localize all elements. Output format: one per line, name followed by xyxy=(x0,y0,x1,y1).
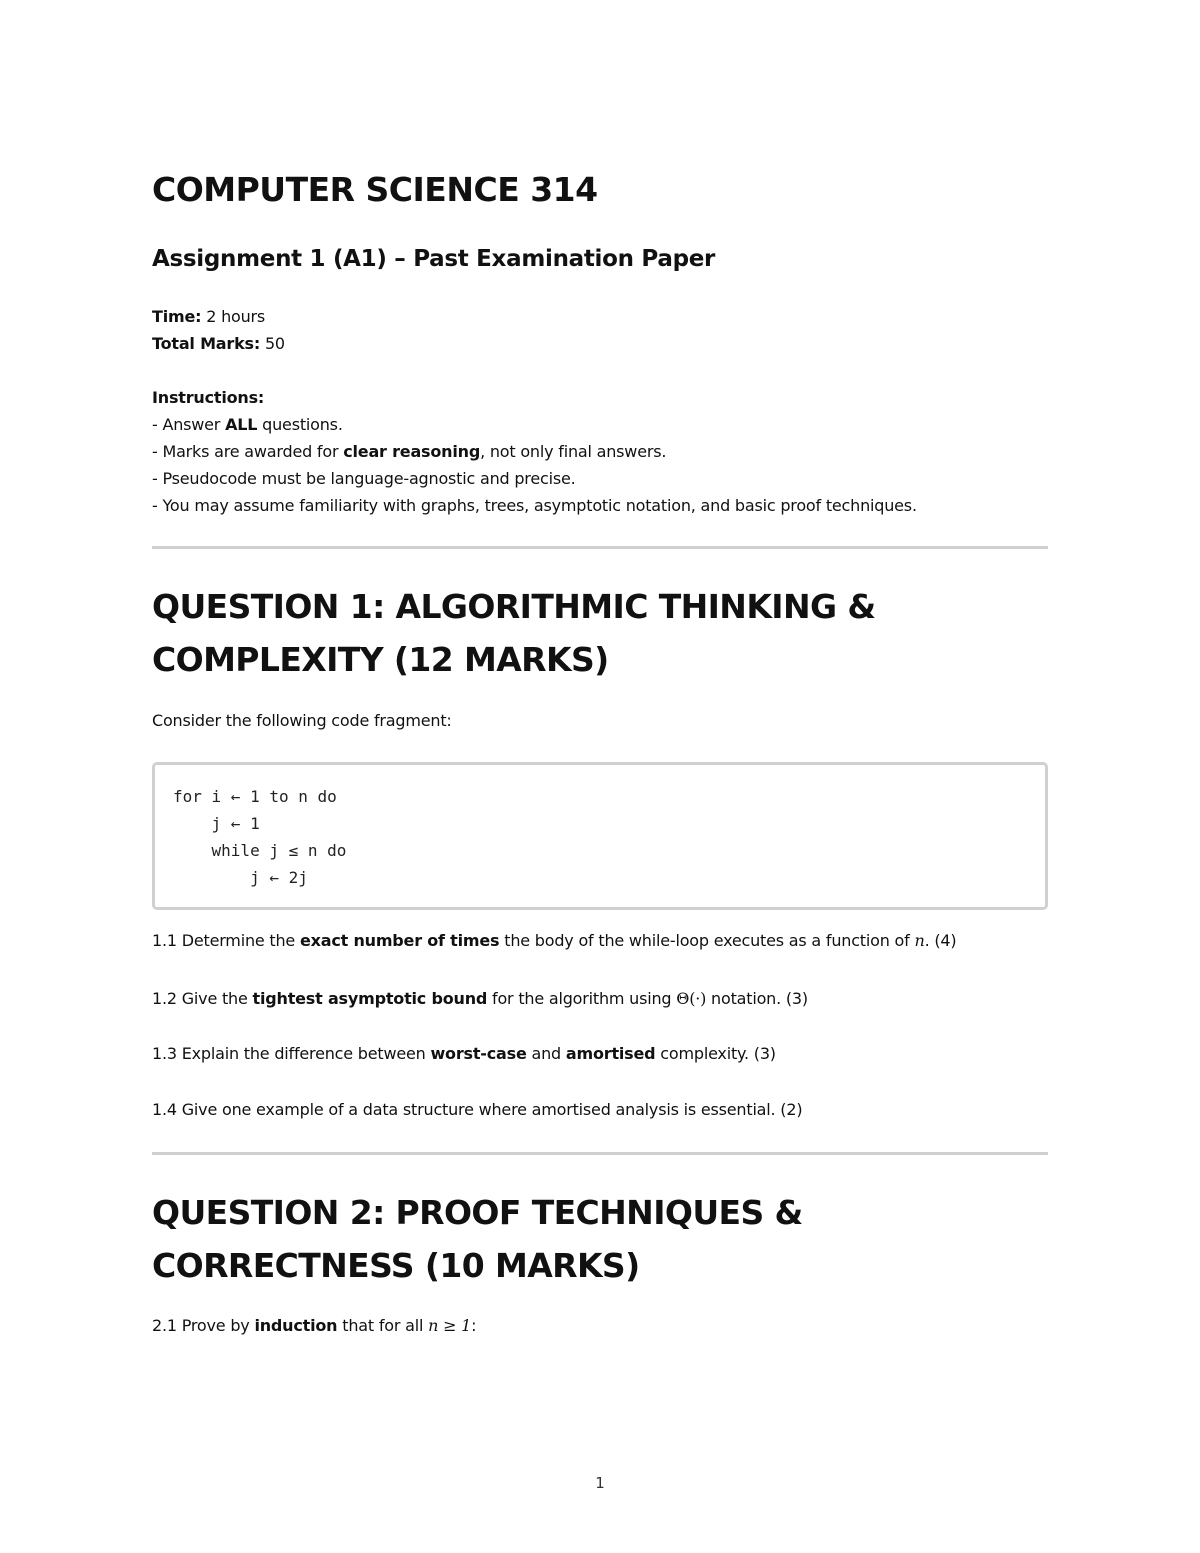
code-line: while j ≤ n do xyxy=(173,841,347,860)
question-1-intro: Consider the following code fragment: xyxy=(152,711,452,730)
instruction-item xyxy=(152,438,917,465)
instruction-emphasis: clear reasoning xyxy=(343,442,481,461)
part-text: 1.3 Explain the difference between xyxy=(152,1044,431,1063)
exam-meta xyxy=(152,303,285,357)
total-marks-line xyxy=(152,330,285,357)
part-text: 1.2 Give the xyxy=(152,989,253,1008)
question-2-heading: QUESTION 2: PROOF TECHNIQUES & CORRECTNESS (10 MARKS) xyxy=(152,1193,803,1285)
question-1-4: 1.4 Give one example of a data structure where amortised analysis is essential. (2) xyxy=(152,1100,803,1119)
part-text: . (4) xyxy=(924,931,957,950)
code-line: for i ← 1 to n do xyxy=(173,787,337,806)
part-emphasis: exact number of times xyxy=(299,931,500,950)
question-1-2 xyxy=(152,985,808,1012)
section-divider xyxy=(152,546,1048,549)
code-line: j ← 2j xyxy=(173,868,308,887)
instruction-item xyxy=(152,411,917,438)
code-line: j ← 1 xyxy=(173,814,260,833)
instruction-item xyxy=(152,492,917,519)
instruction-text: questions. xyxy=(257,415,343,434)
part-emphasis: induction xyxy=(254,1316,338,1335)
part-text: the body of the while-loop executes as a function of xyxy=(499,931,915,950)
part-text: complexity. (3) xyxy=(655,1044,776,1063)
time-line xyxy=(152,303,285,330)
instructions-heading-text: Instructions: xyxy=(152,388,265,407)
instruction-text: - Marks are awarded for xyxy=(152,442,344,461)
instructions-heading xyxy=(152,384,917,411)
section-divider xyxy=(152,1152,1048,1155)
part-text: and xyxy=(526,1044,566,1063)
instruction-text: - Pseudocode must be language-agnostic and precise. xyxy=(152,469,576,488)
instruction-text: - Answer xyxy=(152,415,226,434)
math-notation: Θ(·) xyxy=(676,989,707,1008)
question-1-3 xyxy=(152,1040,776,1067)
part-text: notation. (3) xyxy=(706,989,808,1008)
instruction-item xyxy=(152,465,917,492)
total-marks-value: 50 xyxy=(264,334,285,353)
page-number: 1 xyxy=(595,1474,605,1492)
question-2-1 xyxy=(152,1312,476,1339)
instruction-emphasis: ALL xyxy=(225,415,258,434)
instruction-text: - You may assume familiarity with graphs, trees, asymptotic notation, and basic proof techniques. xyxy=(152,496,917,515)
time-label: Time: xyxy=(152,307,202,326)
instructions-block xyxy=(152,384,917,519)
question-1-1 xyxy=(152,927,956,954)
part-emphasis: tightest asymptotic bound xyxy=(252,989,488,1008)
course-title: COMPUTER SCIENCE 314 xyxy=(152,170,598,209)
part-text: that for all xyxy=(337,1316,429,1335)
time-value: 2 hours xyxy=(206,307,266,326)
part-text: for the algorithm using xyxy=(487,989,677,1008)
part-text: : xyxy=(471,1316,477,1335)
part-text: 2.1 Prove by xyxy=(152,1316,255,1335)
code-block xyxy=(152,762,1048,910)
part-emphasis: amortised xyxy=(565,1044,656,1063)
assignment-subtitle: Assignment 1 (A1) – Past Examination Paper xyxy=(152,246,716,272)
math-expression: n ≥ 1 xyxy=(428,1316,472,1335)
part-text: 1.1 Determine the xyxy=(152,931,300,950)
part-emphasis: worst-case xyxy=(430,1044,527,1063)
math-variable: n xyxy=(914,931,925,950)
instruction-text: , not only final answers. xyxy=(480,442,667,461)
question-1-heading: QUESTION 1: ALGORITHMIC THINKING & COMPLEXITY (12 MARKS) xyxy=(152,587,876,679)
total-marks-label: Total Marks: xyxy=(152,334,261,353)
